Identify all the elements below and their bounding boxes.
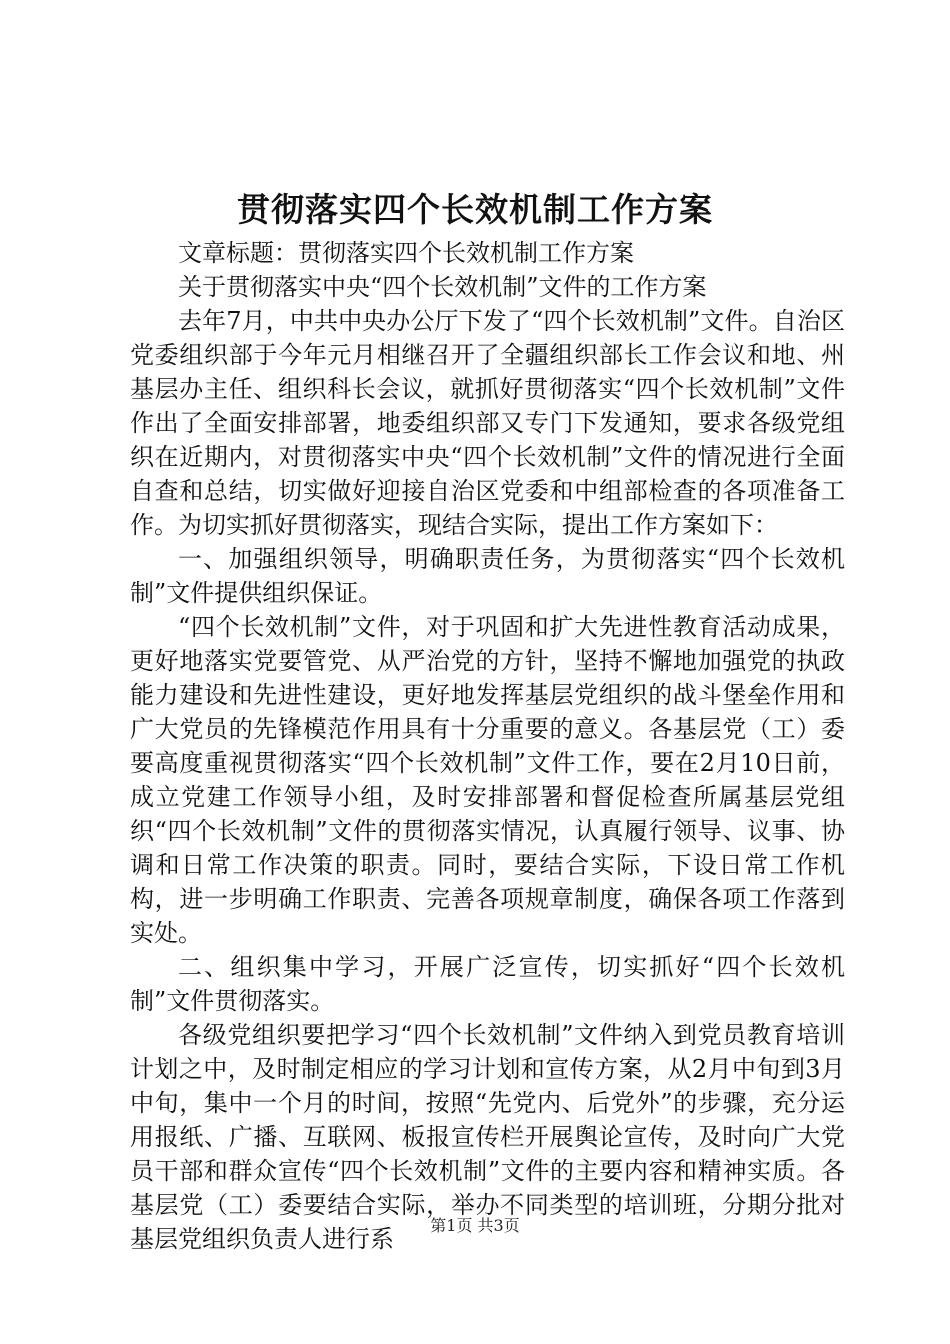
document-body bbox=[130, 236, 845, 1256]
article-title-line: 文章标题：贯彻落实四个长效机制工作方案 bbox=[178, 239, 634, 267]
document-title: 贯彻落实四个长效机制工作方案 bbox=[237, 190, 713, 229]
section-heading-1: 一、加强组织领导，明确职责任务，为贯彻落实“四个长效机制”文件提供组织保证。 bbox=[130, 545, 845, 607]
subtitle-line: 关于贯彻落实中央“四个长效机制”文件的工作方案 bbox=[178, 273, 707, 301]
page-number-footer: 第1页 共3页 bbox=[430, 1216, 520, 1235]
paragraph: 去年7月，中共中央办公厅下发了“四个长效机制”文件。自治区党委组织部于今年元月相继召开了全疆组织部长工作会议和地、州基层办主任、组织科长会议，就抓好贯彻落实“四个长效机制”文件作出了全面安排部署，地委组织部又专门下发通知，要求各级党组织在近期内，对贯彻落实中央“四个长效机制”文件的情况进行全面自查和总结，切实做好迎接自治区党委和中组部检查的各项准备工作。为切实抓好贯彻落实，现结合实际，提出工作方案如下： bbox=[130, 307, 845, 539]
paragraph: 各级党组织要把学习“四个长效机制”文件纳入到党员教育培训计划之中，及时制定相应的学习计划和宣传方案，从2月中旬到3月中旬，集中一个月的时间，按照“先党内、后党外”的步骤，充分运用报纸、广播、互联网、板报宣传栏开展舆论宣传，及时向广大党员干部和群众宣传“四个长效机制”文件的主要内容和精神实质。各基层党（工）委要结合实际，举办不同类型的培训班，分期分批对基层党组织负责人进行系 bbox=[130, 1021, 845, 1253]
paragraph: “四个长效机制”文件，对于巩固和扩大先进性教育活动成果，更好地落实党要管党、从严治党的方针，坚持不懈地加强党的执政能力建设和先进性建设，更好地发挥基层党组织的战斗堡垒作用和广大党员的先锋模范作用具有十分重要的意义。各基层党（工）委要高度重视贯彻落实“四个长效机制”文件工作，要在2月10日前，成立党建工作领导小组，及时安排部署和督促检查所属基层党组织“四个长效机制”文件的贯彻落实情况，认真履行领导、议事、协调和日常工作决策的职责。同时，要结合实际，下设日常工作机构，进一步明确工作职责、完善各项规章制度，确保各项工作落到实处。 bbox=[130, 613, 845, 947]
section-heading-2: 二、组织集中学习，开展广泛宣传，切实抓好“四个长效机制”文件贯彻落实。 bbox=[130, 953, 845, 1015]
